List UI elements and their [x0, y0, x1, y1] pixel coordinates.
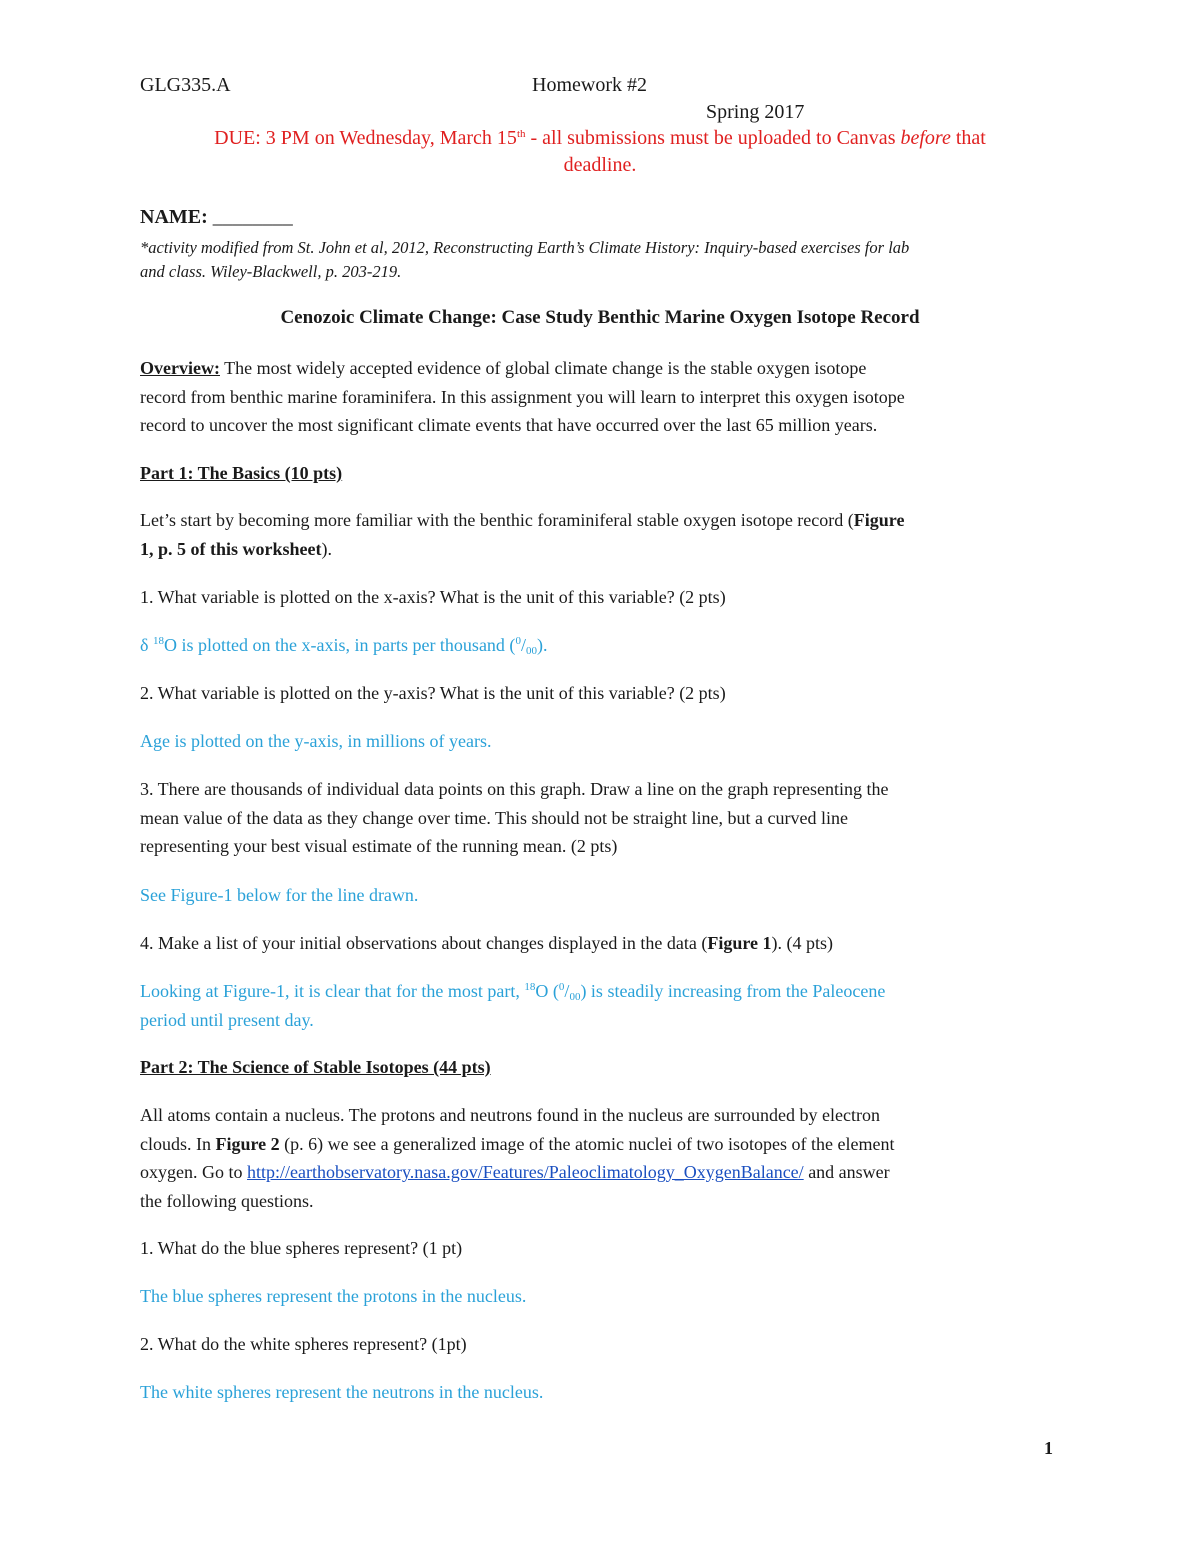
part1-answer-2: Age is plotted on the y-axis, in millions of years.: [140, 731, 492, 751]
course-code: GLG335.A: [140, 74, 231, 96]
part1-answer-4: Looking at Figure-1, it is clear that for the most part, $^{18}$O $(^0/_{00})$ is steadily increasing from the Paleocene period until present day.: [140, 981, 886, 1030]
credit-line-2: and class. Wiley-Blackwell, p. 203-219.: [140, 262, 402, 281]
part1-question-3: 3. There are thousands of individual data points on this graph. Draw a line on the graph representing the mean value of the data as they change over time. This should not be straight line, but a curved line representing your best visual estimate of the running mean. (2 pts): [140, 779, 889, 857]
homework-title: Homework #2: [532, 74, 647, 96]
part2-answer-1: The blue spheres represent the protons in the nucleus.: [140, 1286, 527, 1306]
part1-intro: Let’s start by becoming more familiar with the benthic foraminiferal stable oxygen isotope record (Figure 1, p. 5 of this worksheet).: [140, 510, 905, 559]
overview-paragraph: Overview: The most widely accepted evidence of global climate change is the stable oxygen isotope record from benthic marine foraminifera. In this assignment you will learn to interpret this oxygen isotope record to uncover the most significant climate events that have occurred over the last 65 million years.: [140, 358, 905, 436]
part1-question-2: 2. What variable is plotted on the y-axis? What is the unit of this variable? (2 pts): [140, 683, 726, 703]
part2-question-2: 2. What do the white spheres represent? (1pt): [140, 1334, 467, 1354]
due-line-2: deadline.: [563, 154, 637, 176]
part2-answer-2: The white spheres represent the neutrons in the nucleus.: [140, 1382, 544, 1402]
part2-paragraph: All atoms contain a nucleus. The protons and neutrons found in the nucleus are surrounded by electron clouds. In Figure 2 (p. 6) we see a generalized image of the atomic nuclei of two isotopes of the element oxygen. Go to http://earthobservatory.nasa.gov/Features/Paleoclimatology_OxygenBalance/ and answer the following questions.: [140, 1105, 895, 1211]
part1-question-4: 4. Make a list of your initial observations about changes displayed in the data (Figure 1). (4 pts): [140, 933, 834, 953]
name-field: NAME: ________: [140, 206, 293, 228]
nasa-link[interactable]: http://earthobservatory.nasa.gov/Features/Paleoclimatology_OxygenBalance/: [247, 1162, 804, 1183]
part1-answer-1: δ $^{18}$O is plotted on the x-axis, in parts per thousand $(^0/_{00})$.: [140, 635, 548, 657]
part2-question-1: 1. What do the blue spheres represent? (1 pt): [140, 1238, 463, 1258]
term: Spring 2017: [706, 101, 805, 123]
credit-line-1: *activity modified from St. John et al, 2012, Reconstructing Earth’s Climate History: Inquiry-based exercises for lab: [140, 238, 910, 257]
due-line: DUE: 3 PM on Wednesday, March 15th - all submissions must be uploaded to Canvas before that: [214, 127, 986, 149]
part1-answer-3: See Figure-1 below for the line drawn.: [140, 885, 419, 905]
part1-question-1: 1. What variable is plotted on the x-axis? What is the unit of this variable? (2 pts): [140, 587, 726, 607]
part1-heading: Part 1: The Basics (10 pts): [140, 463, 343, 483]
page-number: 1: [1044, 1438, 1053, 1458]
part2-heading: Part 2: The Science of Stable Isotopes (44 pts): [140, 1057, 491, 1077]
document-title: Cenozoic Climate Change: Case Study Benthic Marine Oxygen Isotope Record: [280, 307, 920, 328]
